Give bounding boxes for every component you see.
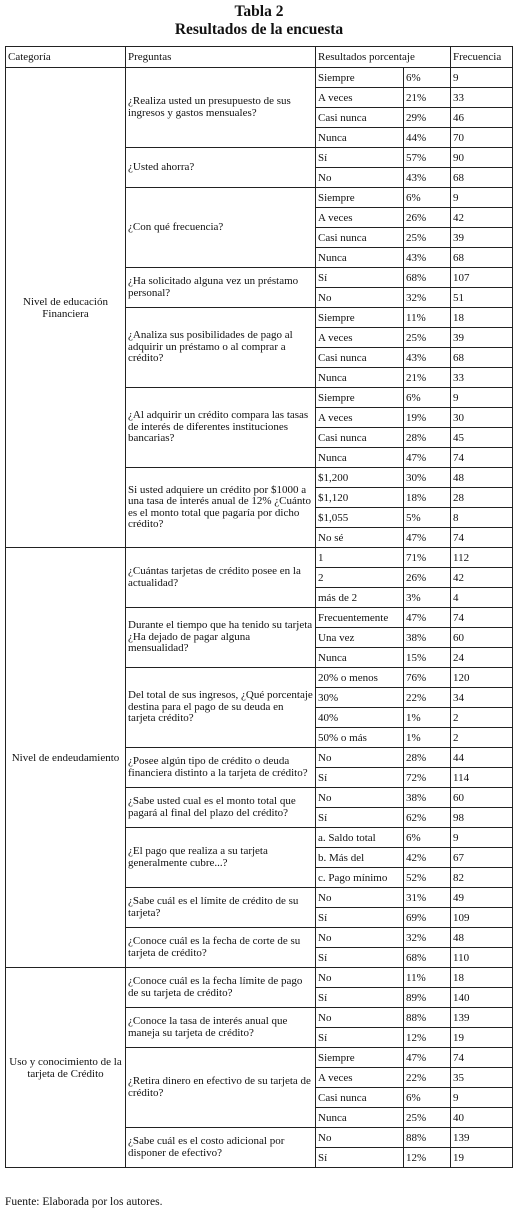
answer-option-cell: No — [316, 748, 404, 768]
category-cell: Nivel de endeudamiento — [6, 548, 126, 968]
percent-cell: 6% — [404, 68, 451, 88]
percent-cell: 47% — [404, 1048, 451, 1068]
answer-option-cell: Sí — [316, 768, 404, 788]
frequency-cell: 120 — [451, 668, 513, 688]
frequency-cell: 139 — [451, 1128, 513, 1148]
frequency-cell: 98 — [451, 808, 513, 828]
percent-cell: 1% — [404, 708, 451, 728]
percent-cell: 21% — [404, 368, 451, 388]
answer-option-cell: No — [316, 168, 404, 188]
question-cell: ¿Ha solicitado alguna vez un préstamo personal? — [126, 268, 316, 308]
survey-results-table — [5, 46, 513, 1168]
answer-option-cell: Siempre — [316, 1048, 404, 1068]
answer-option-cell: Casi nunca — [316, 428, 404, 448]
percent-cell: 57% — [404, 148, 451, 168]
answer-option-cell: No — [316, 928, 404, 948]
question-cell: ¿Sabe cuál es el límite de crédito de su tarjeta? — [126, 888, 316, 928]
question-cell: ¿Con qué frecuencia? — [126, 188, 316, 268]
frequency-cell: 42 — [451, 208, 513, 228]
frequency-cell: 107 — [451, 268, 513, 288]
question-cell: ¿Retira dinero en efectivo de su tarjeta de crédito? — [126, 1048, 316, 1128]
percent-cell: 6% — [404, 828, 451, 848]
frequency-cell: 9 — [451, 68, 513, 88]
answer-option-cell: Sí — [316, 1148, 404, 1168]
frequency-cell: 18 — [451, 968, 513, 988]
percent-cell: 38% — [404, 628, 451, 648]
percent-cell: 12% — [404, 1028, 451, 1048]
percent-cell: 88% — [404, 1128, 451, 1148]
header-results-percent: Resultados porcentaje — [316, 47, 451, 68]
frequency-cell: 2 — [451, 728, 513, 748]
category-cell: Nivel de educación Financiera — [6, 68, 126, 548]
table-title: Tabla 2 — [234, 3, 284, 20]
answer-option-cell: Nunca — [316, 248, 404, 268]
answer-option-cell: No — [316, 1128, 404, 1148]
percent-cell: 19% — [404, 408, 451, 428]
percent-cell: 29% — [404, 108, 451, 128]
answer-option-cell: Sí — [316, 908, 404, 928]
table-row — [6, 548, 513, 568]
question-cell: ¿Sabe cuál es el costo adicional por disponer de efectivo? — [126, 1128, 316, 1168]
percent-cell: 18% — [404, 488, 451, 508]
question-cell: ¿Al adquirir un crédito compara las tasas de interés de diferentes instituciones bancarias? — [126, 388, 316, 468]
percent-cell: 68% — [404, 948, 451, 968]
frequency-cell: 39 — [451, 228, 513, 248]
frequency-cell: 39 — [451, 328, 513, 348]
frequency-cell: 9 — [451, 828, 513, 848]
frequency-cell: 30 — [451, 408, 513, 428]
header-questions: Preguntas — [126, 47, 316, 68]
frequency-cell: 44 — [451, 748, 513, 768]
answer-option-cell: Casi nunca — [316, 1088, 404, 1108]
percent-cell: 21% — [404, 88, 451, 108]
answer-option-cell: A veces — [316, 1068, 404, 1088]
answer-option-cell: 40% — [316, 708, 404, 728]
answer-option-cell: c. Pago mínimo — [316, 868, 404, 888]
frequency-cell: 90 — [451, 148, 513, 168]
percent-cell: 32% — [404, 288, 451, 308]
question-cell: Del total de sus ingresos, ¿Qué porcentaje destina para el pago de su deuda en tarjeta crédito? — [126, 668, 316, 748]
answer-option-cell: A veces — [316, 208, 404, 228]
answer-option-cell: 2 — [316, 568, 404, 588]
percent-cell: 88% — [404, 1008, 451, 1028]
frequency-cell: 109 — [451, 908, 513, 928]
percent-cell: 43% — [404, 248, 451, 268]
percent-cell: 52% — [404, 868, 451, 888]
header-frequency: Frecuencia — [451, 47, 513, 68]
percent-cell: 3% — [404, 588, 451, 608]
question-cell: ¿Conoce la tasa de interés anual que maneja su tarjeta de crédito? — [126, 1008, 316, 1048]
percent-cell: 38% — [404, 788, 451, 808]
question-cell: ¿El pago que realiza a su tarjeta generalmente cubre...? — [126, 828, 316, 888]
percent-cell: 6% — [404, 388, 451, 408]
answer-option-cell: No — [316, 788, 404, 808]
percent-cell: 26% — [404, 208, 451, 228]
category-cell: Uso y conocimiento de la tarjeta de Crédito — [6, 968, 126, 1168]
answer-option-cell: Nunca — [316, 1108, 404, 1128]
frequency-cell: 114 — [451, 768, 513, 788]
answer-option-cell: Sí — [316, 808, 404, 828]
question-cell: ¿Posee algún tipo de crédito o deuda financiera distinto a la tarjeta de crédito? — [126, 748, 316, 788]
table-row — [6, 68, 513, 88]
frequency-cell: 70 — [451, 128, 513, 148]
question-cell: Si usted adquiere un crédito por $1000 a una tasa de interés anual de 12% ¿Cuánto es el monto total que pagaría por dicho crédito? — [126, 468, 316, 548]
percent-cell: 28% — [404, 428, 451, 448]
answer-option-cell: Sí — [316, 988, 404, 1008]
percent-cell: 72% — [404, 768, 451, 788]
answer-option-cell: Siempre — [316, 308, 404, 328]
answer-option-cell: Siempre — [316, 68, 404, 88]
answer-option-cell: Nunca — [316, 648, 404, 668]
percent-cell: 47% — [404, 448, 451, 468]
table-row — [6, 968, 513, 988]
percent-cell: 25% — [404, 328, 451, 348]
frequency-cell: 48 — [451, 928, 513, 948]
answer-option-cell: Casi nunca — [316, 228, 404, 248]
percent-cell: 12% — [404, 1148, 451, 1168]
answer-option-cell: 20% o menos — [316, 668, 404, 688]
answer-option-cell: Sí — [316, 948, 404, 968]
percent-cell: 15% — [404, 648, 451, 668]
answer-option-cell: a. Saldo total — [316, 828, 404, 848]
answer-option-cell: Frecuentemente — [316, 608, 404, 628]
frequency-cell: 112 — [451, 548, 513, 568]
question-cell: ¿Sabe usted cual es el monto total que pagará al final del plazo del crédito? — [126, 788, 316, 828]
frequency-cell: 110 — [451, 948, 513, 968]
percent-cell: 76% — [404, 668, 451, 688]
answer-option-cell: Casi nunca — [316, 348, 404, 368]
question-cell: ¿Conoce cuál es la fecha de corte de su tarjeta de crédito? — [126, 928, 316, 968]
answer-option-cell: A veces — [316, 328, 404, 348]
answer-option-cell: Siempre — [316, 388, 404, 408]
percent-cell: 11% — [404, 968, 451, 988]
answer-option-cell: Siempre — [316, 188, 404, 208]
percent-cell: 5% — [404, 508, 451, 528]
frequency-cell: 45 — [451, 428, 513, 448]
answer-option-cell: 50% o más — [316, 728, 404, 748]
answer-option-cell: $1,200 — [316, 468, 404, 488]
frequency-cell: 9 — [451, 188, 513, 208]
percent-cell: 43% — [404, 348, 451, 368]
frequency-cell: 74 — [451, 1048, 513, 1068]
table-subtitle: Resultados de la encuesta — [174, 21, 344, 38]
frequency-cell: 35 — [451, 1068, 513, 1088]
question-cell: ¿Cuántas tarjetas de crédito posee en la actualidad? — [126, 548, 316, 608]
percent-cell: 6% — [404, 188, 451, 208]
frequency-cell: 68 — [451, 348, 513, 368]
percent-cell: 11% — [404, 308, 451, 328]
answer-option-cell: $1,055 — [316, 508, 404, 528]
percent-cell: 6% — [404, 1088, 451, 1108]
percent-cell: 62% — [404, 808, 451, 828]
answer-option-cell: A veces — [316, 88, 404, 108]
frequency-cell: 46 — [451, 108, 513, 128]
frequency-cell: 68 — [451, 168, 513, 188]
frequency-cell: 74 — [451, 448, 513, 468]
frequency-cell: 40 — [451, 1108, 513, 1128]
frequency-cell: 9 — [451, 388, 513, 408]
header-row — [6, 47, 513, 68]
frequency-cell: 74 — [451, 528, 513, 548]
answer-option-cell: No sé — [316, 528, 404, 548]
frequency-cell: 28 — [451, 488, 513, 508]
percent-cell: 44% — [404, 128, 451, 148]
percent-cell: 42% — [404, 848, 451, 868]
answer-option-cell: Nunca — [316, 368, 404, 388]
percent-cell: 89% — [404, 988, 451, 1008]
frequency-cell: 24 — [451, 648, 513, 668]
answer-option-cell: b. Más del — [316, 848, 404, 868]
percent-cell: 69% — [404, 908, 451, 928]
percent-cell: 47% — [404, 608, 451, 628]
percent-cell: 71% — [404, 548, 451, 568]
frequency-cell: 33 — [451, 368, 513, 388]
percent-cell: 28% — [404, 748, 451, 768]
frequency-cell: 9 — [451, 1088, 513, 1108]
percent-cell: 43% — [404, 168, 451, 188]
frequency-cell: 19 — [451, 1028, 513, 1048]
header-category: Categoría — [6, 47, 126, 68]
answer-option-cell: Una vez — [316, 628, 404, 648]
answer-option-cell: Nunca — [316, 448, 404, 468]
question-cell: ¿Conoce cuál es la fecha límite de pago de su tarjeta de crédito? — [126, 968, 316, 1008]
frequency-cell: 33 — [451, 88, 513, 108]
frequency-cell: 18 — [451, 308, 513, 328]
source-note: Fuente: Elaborada por los autores. — [5, 1196, 163, 1208]
frequency-cell: 49 — [451, 888, 513, 908]
percent-cell: 32% — [404, 928, 451, 948]
percent-cell: 25% — [404, 1108, 451, 1128]
percent-cell: 26% — [404, 568, 451, 588]
question-cell: ¿Realiza usted un presupuesto de sus ingresos y gastos mensuales? — [126, 68, 316, 148]
question-cell: ¿Usted ahorra? — [126, 148, 316, 188]
percent-cell: 30% — [404, 468, 451, 488]
answer-option-cell: No — [316, 1008, 404, 1028]
answer-option-cell: Sí — [316, 1028, 404, 1048]
frequency-cell: 8 — [451, 508, 513, 528]
answer-option-cell: 30% — [316, 688, 404, 708]
frequency-cell: 60 — [451, 788, 513, 808]
frequency-cell: 48 — [451, 468, 513, 488]
frequency-cell: 2 — [451, 708, 513, 728]
question-cell: ¿Analiza sus posibilidades de pago al adquirir un préstamo o al comprar a crédito? — [126, 308, 316, 388]
frequency-cell: 51 — [451, 288, 513, 308]
frequency-cell: 67 — [451, 848, 513, 868]
answer-option-cell: Casi nunca — [316, 108, 404, 128]
answer-option-cell: No — [316, 968, 404, 988]
frequency-cell: 68 — [451, 248, 513, 268]
answer-option-cell: Sí — [316, 268, 404, 288]
answer-option-cell: $1,120 — [316, 488, 404, 508]
percent-cell: 47% — [404, 528, 451, 548]
answer-option-cell: Nunca — [316, 128, 404, 148]
answer-option-cell: 1 — [316, 548, 404, 568]
frequency-cell: 34 — [451, 688, 513, 708]
frequency-cell: 74 — [451, 608, 513, 628]
frequency-cell: 140 — [451, 988, 513, 1008]
percent-cell: 31% — [404, 888, 451, 908]
frequency-cell: 4 — [451, 588, 513, 608]
answer-option-cell: A veces — [316, 408, 404, 428]
percent-cell: 25% — [404, 228, 451, 248]
percent-cell: 68% — [404, 268, 451, 288]
frequency-cell: 82 — [451, 868, 513, 888]
frequency-cell: 42 — [451, 568, 513, 588]
answer-option-cell: No — [316, 288, 404, 308]
answer-option-cell: Sí — [316, 148, 404, 168]
answer-option-cell: más de 2 — [316, 588, 404, 608]
frequency-cell: 60 — [451, 628, 513, 648]
frequency-cell: 139 — [451, 1008, 513, 1028]
frequency-cell: 19 — [451, 1148, 513, 1168]
percent-cell: 22% — [404, 1068, 451, 1088]
percent-cell: 1% — [404, 728, 451, 748]
answer-option-cell: No — [316, 888, 404, 908]
question-cell: Durante el tiempo que ha tenido su tarjeta ¿Ha dejado de pagar alguna mensualidad? — [126, 608, 316, 668]
percent-cell: 22% — [404, 688, 451, 708]
